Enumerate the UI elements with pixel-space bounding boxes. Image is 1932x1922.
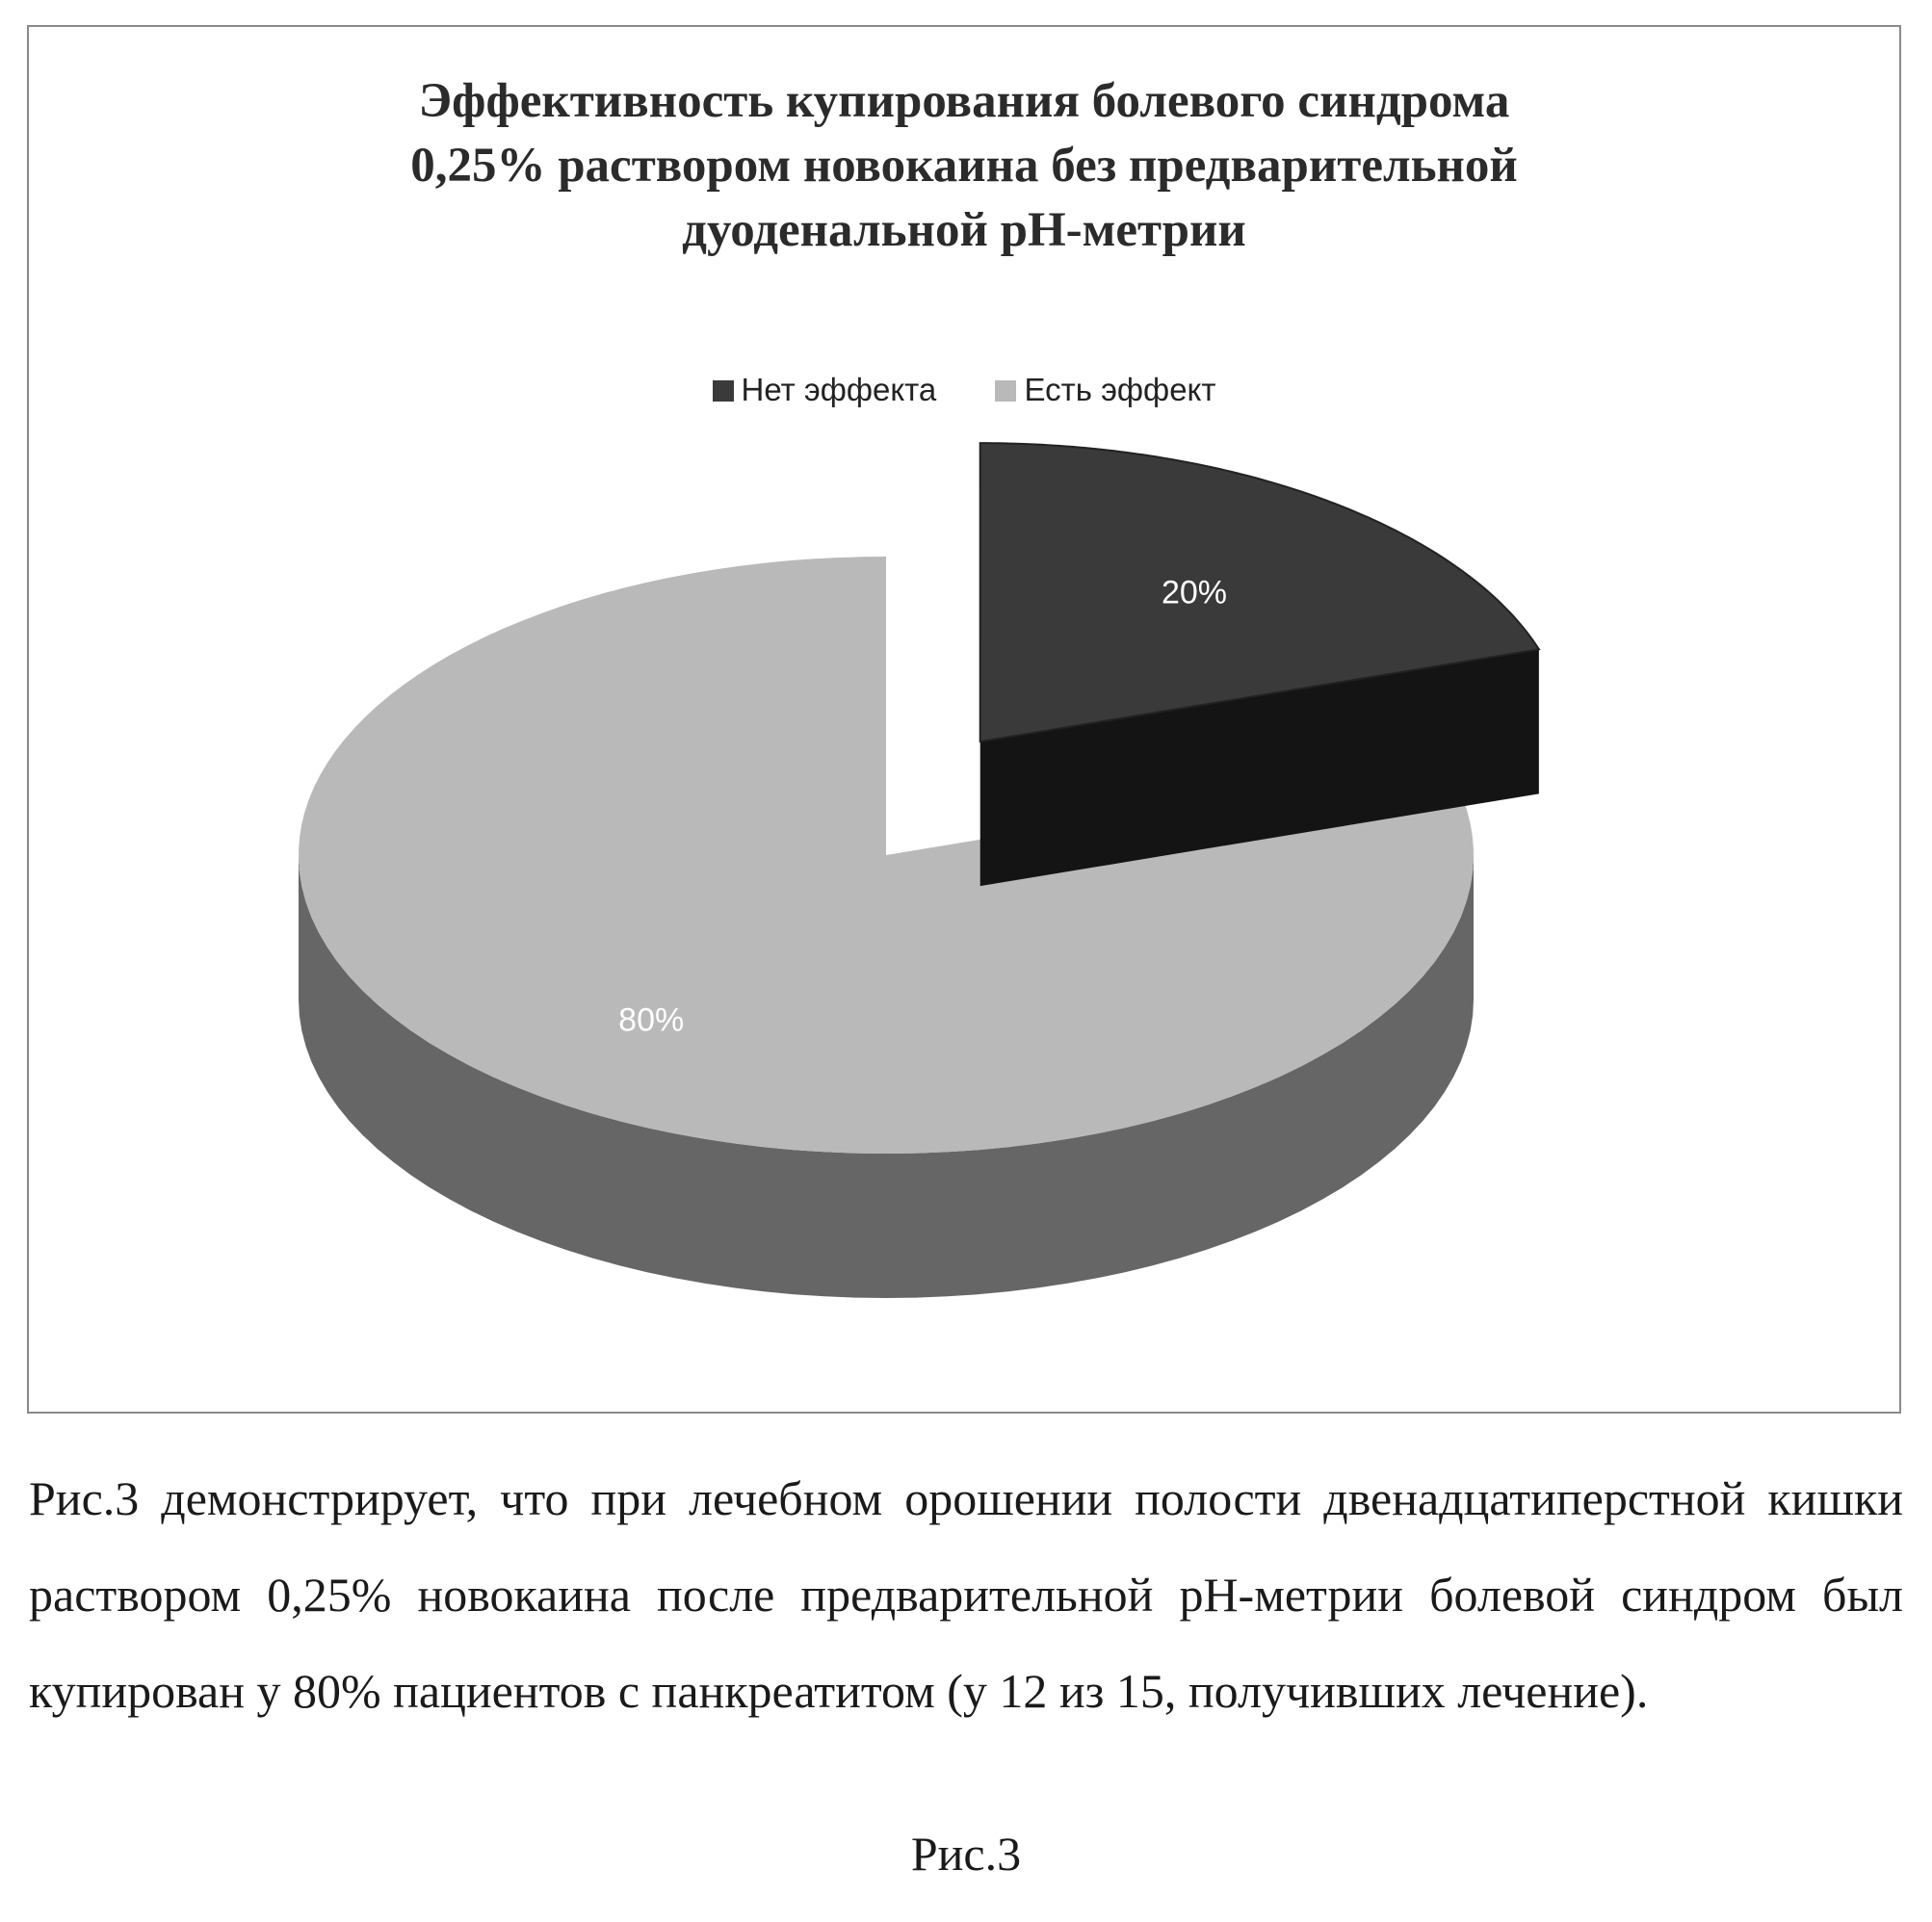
chart-frame (27, 25, 1901, 1414)
chart-title-line-1: Эффективность купирования болевого синдрома (418, 74, 1510, 128)
chart-title-line-3: дуоденальной pH-метрии (682, 203, 1246, 257)
legend-label-no-effect: Нет эффекта (741, 372, 937, 407)
figure-label: Рис.3 (910, 1827, 1022, 1881)
figure-caption: Рис.3 демонстрирует, что при лечебном орошении полости двенадцатиперстной кишки раствором 0,25% новокаина после предварительной pH-метрии болевой синдром был купирован у 80% пациентов с панкреатитом (у 12 из 15, получивших лечение). (29, 1471, 1903, 1718)
chart-title-line-2: 0,25% раствором новокаина без предварительной (410, 139, 1518, 193)
pie-slice-label-1: 80% (618, 1001, 685, 1039)
pie-chart (29, 27, 1899, 1412)
legend-label-effect: Есть эффект (1024, 372, 1216, 407)
pie-slice-label-0: 20% (1161, 574, 1228, 611)
